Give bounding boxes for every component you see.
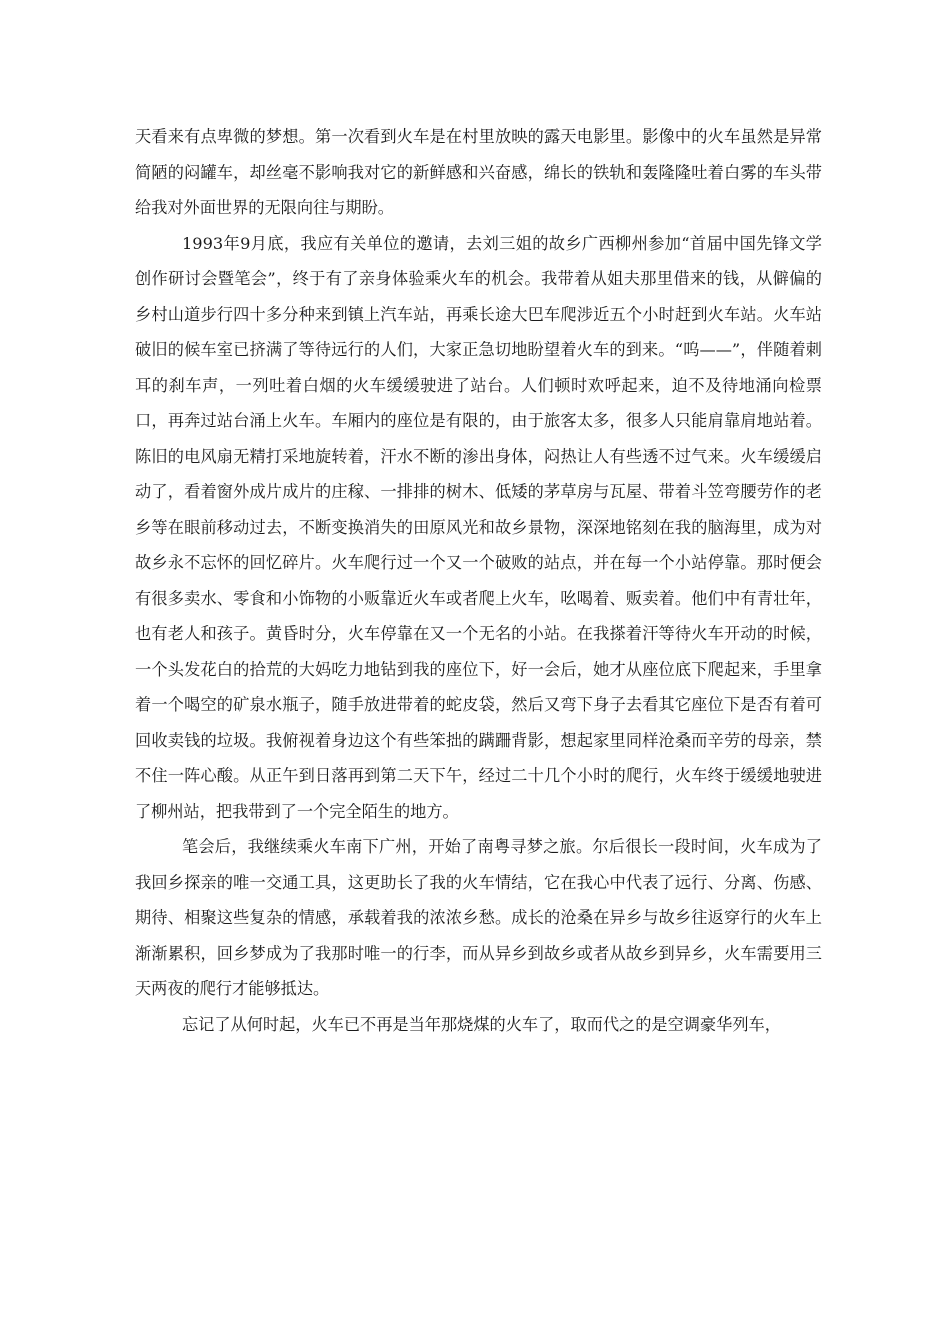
paragraph-guangzhou: 笔会后，我继续乘火车南下广州，开始了南粤寻梦之旅。尔后很长一段时间，火车成为了我回乡探亲的唯一交通工具，这更助长了我的火车情结，它在我心中代表了远行、分离、伤感、期待、相聚这些复杂的情感，承载着我的浓浓乡愁。成长的沧桑在异乡与故乡往返穿行的火车上渐渐累积，回乡梦成为了我那时唯一的行李，而从异乡到故乡或者从故乡到异乡，火车需要用三天两夜的爬行才能够抵达。 xyxy=(135,837,822,998)
paragraph-modern-trains: 忘记了从何时起，火车已不再是当年那烧煤的火车了，取而代之的是空调豪华列车， xyxy=(181,1014,781,1034)
article-body xyxy=(135,119,822,1042)
paragraph-continued: 天看来有点卑微的梦想。第一次看到火车是在村里放映的露天电影里。影像中的火车虽然是异常简陋的闷罐车，却丝毫不影响我对它的新鲜感和兴奋感，绵长的铁轨和轰隆隆吐着白雾的车头带给我对外面世界的无限向往与期盼。 xyxy=(135,127,822,217)
paragraph-liuzhou-trip: 1993年9月底，我应有关单位的邀请，去刘三姐的故乡广西柳州参加“首届中国先锋文学创作研讨会暨笔会”，终于有了亲身体验乘火车的机会。我带着从姐夫那里借来的钱，从僻偏的乡村山道步行四十多分种来到镇上汽车站，再乘长途大巴车爬涉近五个小时赶到火车站。火车站破旧的候车室已挤满了等待远行的人们，大家正急切地盼望着火车的到来。“呜——”，伴随着刺耳的刹车声，一列吐着白烟的火车缓缓驶进了站台。人们顿时欢呼起来，迫不及待地涌向检票口，再奔过站台涌上火车。车厢内的座位是有限的，由于旅客太多，很多人只能肩靠肩地站着。陈旧的电风扇无精打采地旋转着，汗水不断的渗出身体，闷热让人有些透不过气来。火车缓缓启动了，看着窗外成片成片的庄稼、一排排的树木、低矮的茅草房与瓦屋、带着斗笠弯腰劳作的老乡等在眼前移动过去，不断变换消失的田原风光和故乡景物，深深地铭刻在我的脑海里，成为对故乡永不忘怀的回忆碎片。火车爬行过一个又一个破败的站点，并在每一个小站停靠。那时便会有很多卖水、零食和小饰物的小贩靠近火车或者爬上火车，吆喝着、贩卖着。他们中有青壮年，也有老人和孩子。黄昏时分，火车停靠在又一个无名的小站。在我搽着汗等待火车开动的时候，一个头发花白的拾荒的大妈吃力地钻到我的座位下，好一会后，她才从座位底下爬起来，手里拿着一个喝空的矿泉水瓶子，随手放进带着的蛇皮袋，然后又弯下身子去看其它座位下是否有着可回收卖钱的垃圾。我俯视着身边这个有些笨拙的蹒跚背影，想起家里同样沧桑而辛劳的母亲，禁不住一阵心酸。从正午到日落再到第二天下午，经过二十几个小时的爬行，火车终于缓缓地驶进了柳州站，把我带到了一个完全陌生的地方。 xyxy=(135,233,822,821)
